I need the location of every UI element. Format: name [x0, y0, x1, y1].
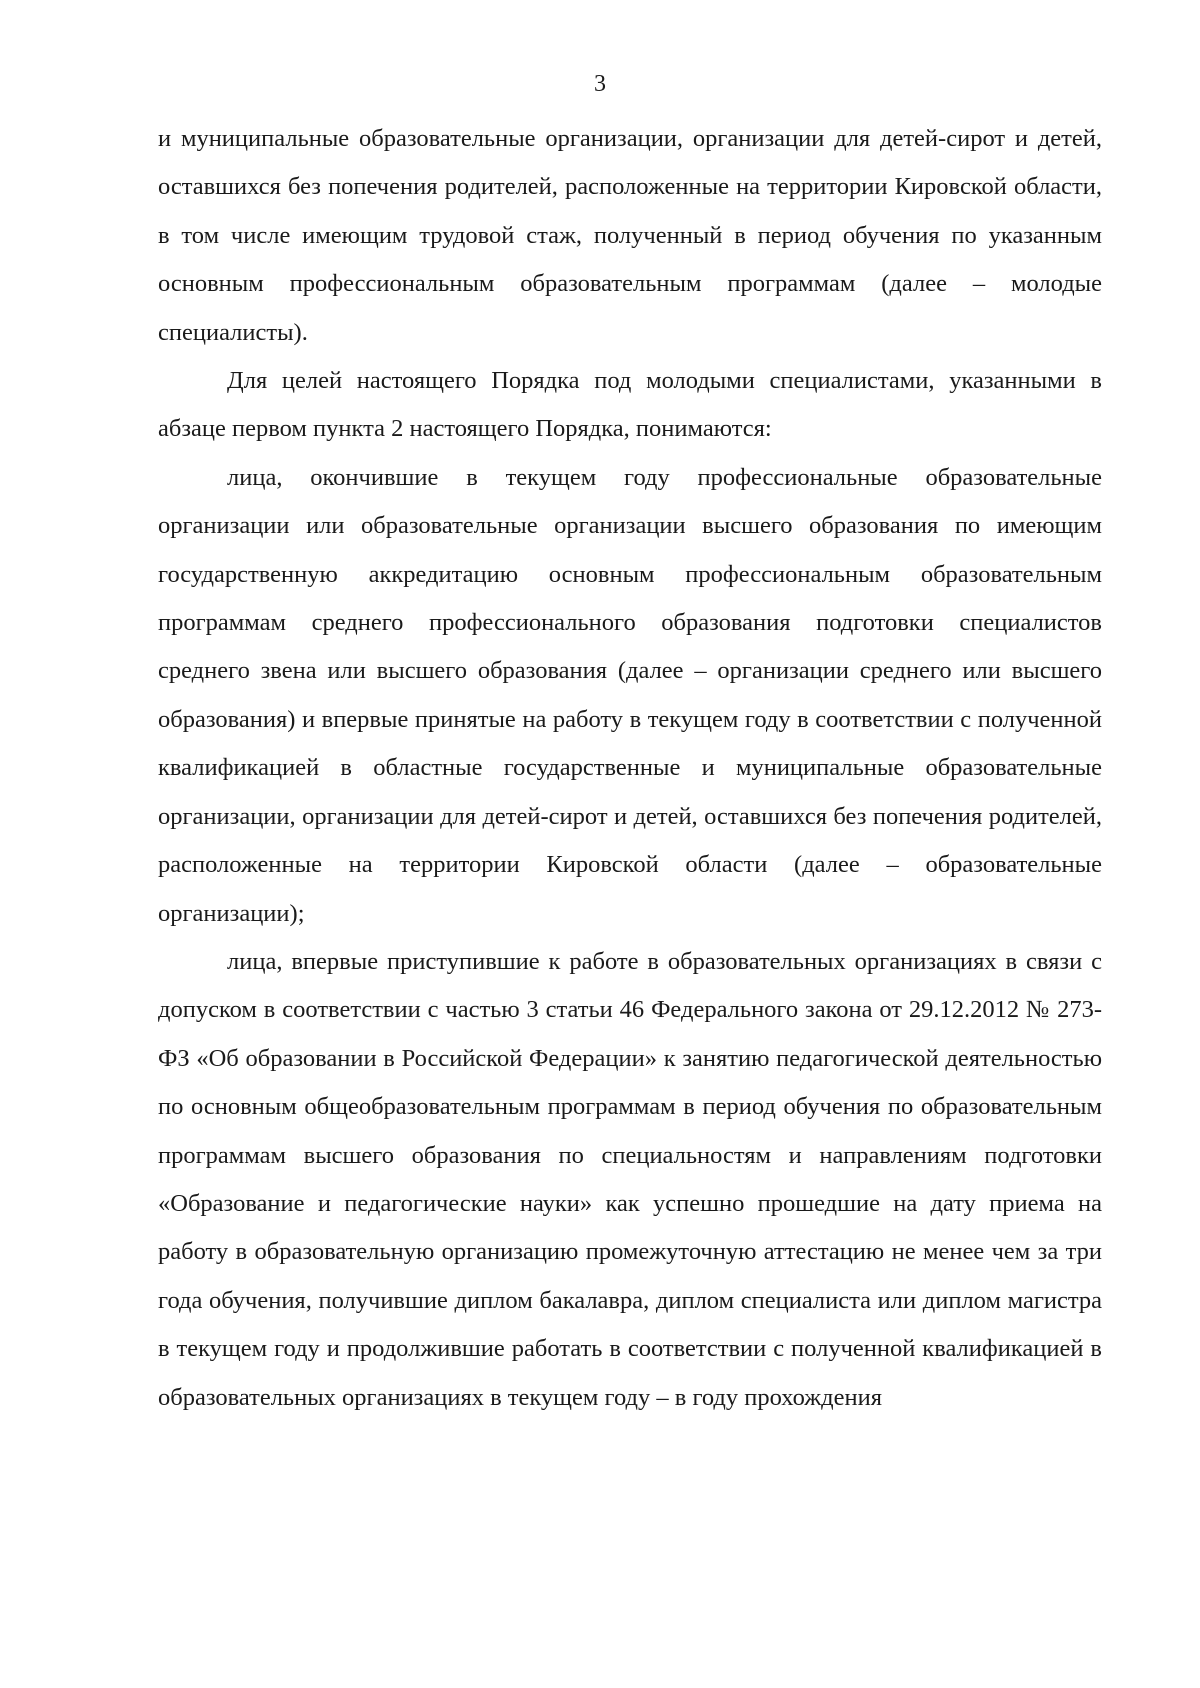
- document-body: [158, 115, 1102, 1422]
- paragraph-graduates: лица, окончившие в текущем году профессиональные образовательные организации или образовательные организации высшего образования по имеющим государственную аккредитацию основным профессиональным образовательным программам среднего профессионального образования подготовки специалистов среднего звена или высшего образования (далее – организации среднего или высшего образования) и впервые принятые на работу в текущем году в соответствии с полученной квалификацией в областные государственные и муниципальные образовательные организации, организации для детей-сирот и детей, оставшихся без попечения родителей, расположенные на территории Кировской области (далее – образовательные организации);: [158, 463, 1102, 927]
- paragraph-students-admitted: лица, впервые приступившие к работе в образовательных организациях в связи с допуском в соответствии с частью 3 статьи 46 Федерального закона от 29.12.2012 № 273-ФЗ «Об образовании в Российской Федерации» к занятию педагогической деятельностью по основным общеобразовательным программам в период обучения по образовательным программам высшего образования по специальностям и направлениям подготовки «Образование и педагогические науки» как успешно прошедшие на дату приема на работу в образовательную организацию промежуточную аттестацию не менее чем за три года обучения, получившие диплом бакалавра, диплом специалиста или диплом магистра в текущем году и продолжившие работать в соответствии с полученной квалификацией в образовательных организациях в текущем году – в году прохождения: [158, 947, 1102, 1411]
- paragraph-definition-intro: Для целей настоящего Порядка под молодыми специалистами, указанными в абзаце первом пункта 2 настоящего Порядка, понимаются:: [158, 367, 1102, 443]
- page-number: 3: [594, 71, 606, 97]
- paragraph-continuation: и муниципальные образовательные организации, организации для детей-сирот и детей, оставшихся без попечения родителей, расположенные на территории Кировской области, в том числе имеющим трудовой стаж, полученный в период обучения по указанным основным профессиональным образовательным программам (далее – молодые специалисты).: [158, 125, 1102, 346]
